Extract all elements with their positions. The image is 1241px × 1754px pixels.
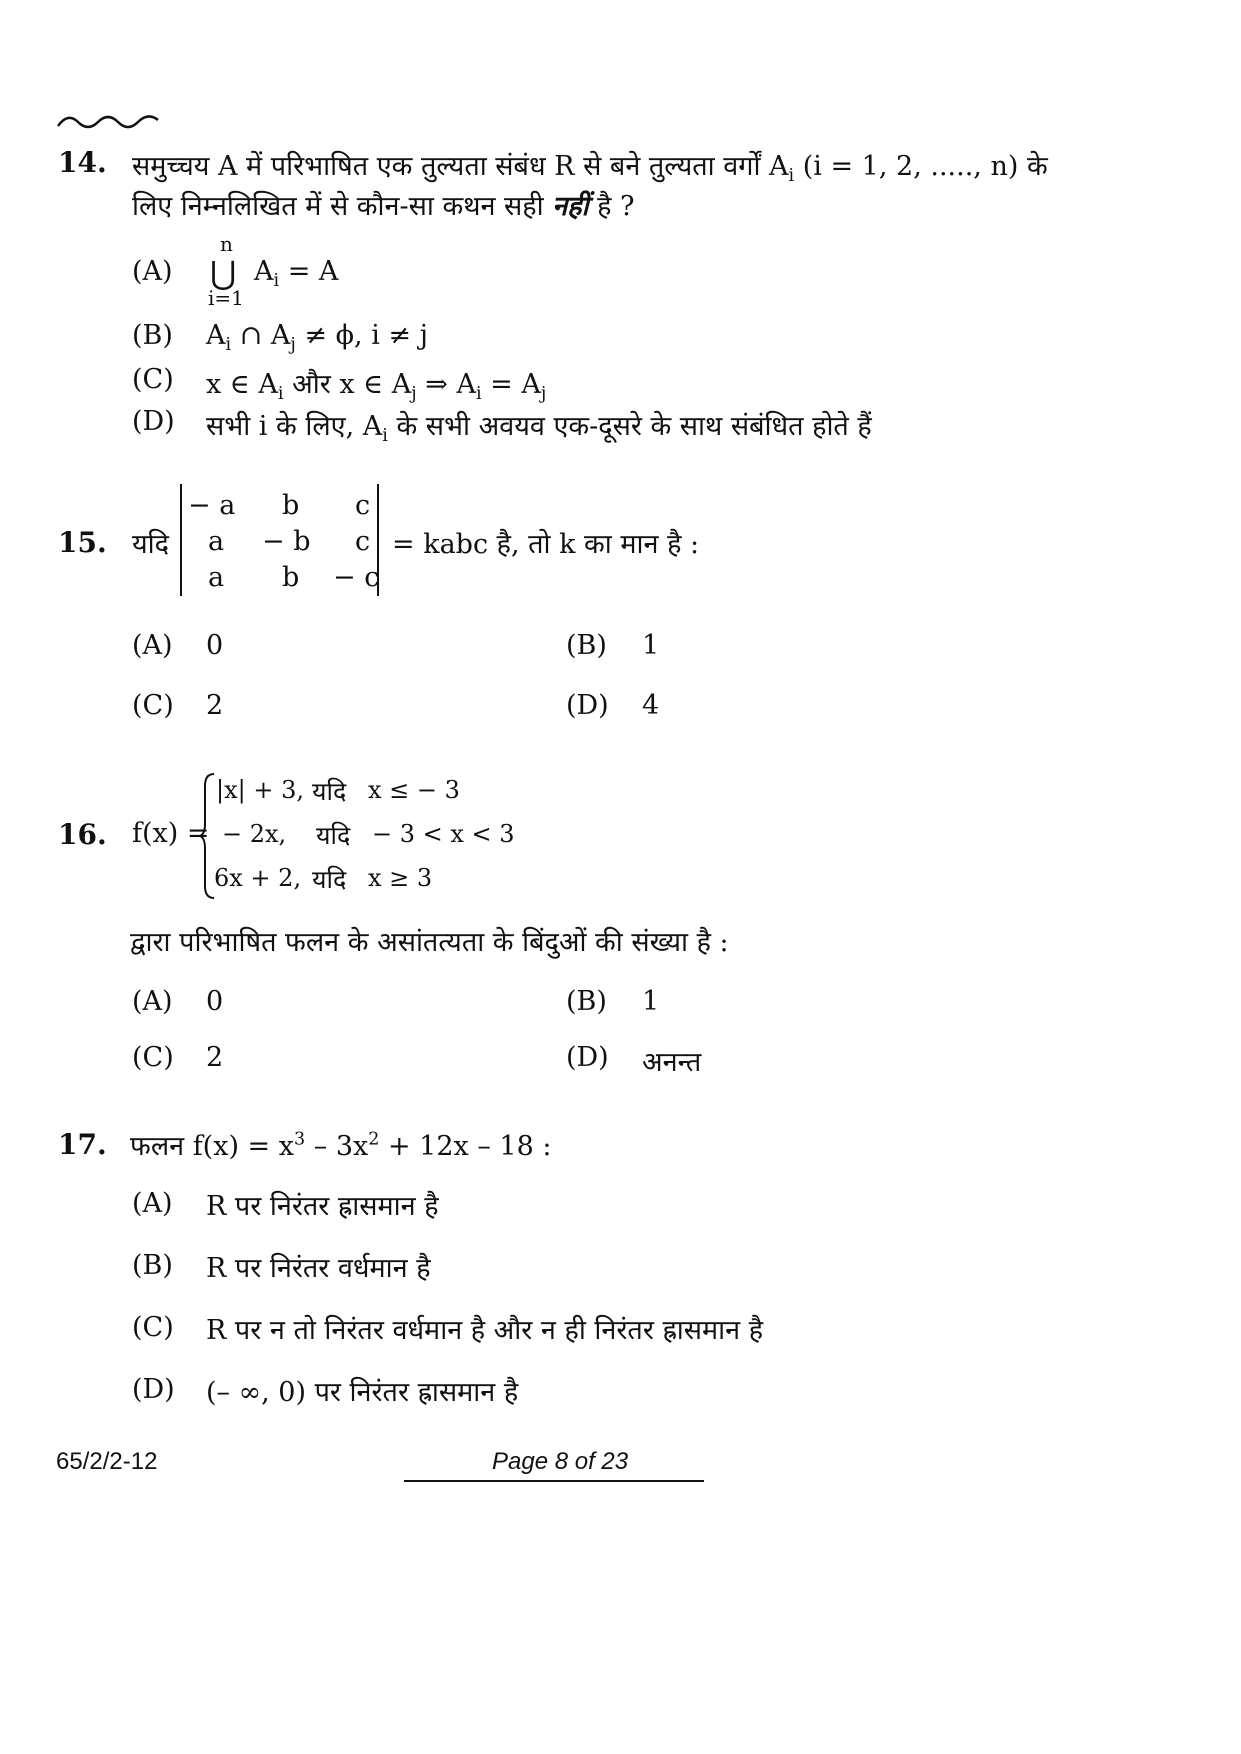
- option-expression: $A_i = A$: [254, 256, 339, 292]
- option-label: (C): [132, 1042, 174, 1073]
- matrix-cell: c: [355, 526, 371, 557]
- matrix-cell: − c: [333, 562, 380, 593]
- function-lhs: f(x) =: [132, 818, 210, 849]
- case-expression: |x| + 3,: [216, 776, 304, 804]
- option-text: R पर न तो निरंतर वर्धमान है और न ही निरंतर ह्रासमान है: [206, 1315, 764, 1346]
- union-symbol: ⋃: [210, 254, 237, 292]
- option-expression: x ∈ $A_i$ और x ∈ $A_j$ ⇒ $A_i = A_j$: [206, 369, 547, 405]
- question-number: 15.: [58, 526, 107, 559]
- matrix-cell: b: [282, 562, 300, 593]
- question-text: फलन $f(x) = x^3 - 3x^2 + 12x - 18$ :: [130, 1129, 552, 1162]
- wave-ornament: [56, 108, 162, 134]
- option-value: 1: [642, 986, 660, 1017]
- matrix-cell: − a: [188, 490, 236, 521]
- page-number: Page 8 of 23: [492, 1448, 629, 1475]
- case-condition: x ≥ 3: [368, 864, 433, 892]
- option-value: अनन्त: [642, 1047, 702, 1078]
- option-label: (B): [566, 986, 607, 1017]
- option-expression: सभी i के लिए, $A_i$ के सभी अवयव एक-दूसरे के साथ संबंधित होते हैं: [206, 411, 872, 447]
- case-condition-word: यदि: [312, 777, 347, 806]
- option-label: (B): [566, 630, 607, 661]
- option-label: (C): [132, 364, 174, 395]
- case-condition: x ≤ − 3: [368, 776, 460, 804]
- case-expression: − 2x,: [222, 820, 287, 848]
- question-number: 14.: [58, 146, 107, 179]
- option-label: (A): [132, 256, 173, 287]
- option-value: 1: [642, 630, 660, 661]
- option-value: 2: [206, 1042, 224, 1073]
- option-value: 0: [206, 986, 224, 1017]
- option-value: 0: [206, 630, 224, 661]
- matrix-cell: b: [282, 490, 300, 521]
- option-label: (A): [132, 630, 173, 661]
- question-suffix: = kabc है, तो k का मान है :: [392, 529, 700, 560]
- paper-code: 65/2/2-12: [56, 1448, 158, 1475]
- option-text: R पर निरंतर ह्रासमान है: [206, 1191, 439, 1222]
- option-label: (D): [132, 406, 175, 437]
- case-expression: 6x + 2,: [214, 864, 302, 892]
- option-label: (D): [566, 1042, 609, 1073]
- option-label: (D): [132, 1374, 175, 1405]
- determinant-left-bar: [180, 484, 182, 596]
- question-number: 16.: [58, 818, 107, 851]
- matrix-cell: a: [208, 562, 225, 593]
- matrix-cell: − b: [262, 526, 311, 557]
- option-label: (B): [132, 320, 173, 351]
- option-label: (A): [132, 986, 173, 1017]
- option-label: (B): [132, 1250, 173, 1281]
- option-value: 4: [642, 690, 660, 721]
- option-label: (C): [132, 1312, 174, 1343]
- option-label: (D): [566, 690, 609, 721]
- case-condition: − 3 < x < 3: [372, 820, 515, 848]
- matrix-cell: c: [355, 490, 371, 521]
- case-condition-word: यदि: [312, 865, 347, 894]
- option-label: (A): [132, 1188, 173, 1219]
- union-upper-limit: n: [220, 232, 233, 256]
- case-condition-word: यदि: [316, 821, 351, 850]
- question-number: 17.: [58, 1128, 107, 1161]
- option-label: (C): [132, 690, 174, 721]
- question-prefix: यदि: [132, 529, 169, 560]
- option-expression: $A_i$ ∩ $A_j \ne \phi$, i ≠ j: [206, 320, 428, 356]
- emphasis-not: नहीं: [552, 191, 589, 222]
- question-text: द्वारा परिभाषित फलन के असांतत्यता के बिंदुओं की संख्या है :: [130, 927, 729, 958]
- question-text-line2: लिए निम्नलिखित में से कौन-सा कथन सही नहीं है ?: [132, 191, 635, 222]
- footer-rule: [404, 1480, 704, 1482]
- matrix-cell: a: [208, 526, 225, 557]
- option-value: 2: [206, 690, 224, 721]
- option-text: R पर निरंतर वर्धमान है: [206, 1253, 431, 1284]
- option-text: (– ∞, 0) पर निरंतर ह्रासमान है: [206, 1377, 519, 1408]
- question-text: समुच्चय A में परिभाषित एक तुल्यता संबंध R से बने तुल्यता वर्गों $A_i$ (i = 1, 2, ....., n) के: [132, 151, 1048, 187]
- union-lower-limit: i=1: [208, 286, 244, 310]
